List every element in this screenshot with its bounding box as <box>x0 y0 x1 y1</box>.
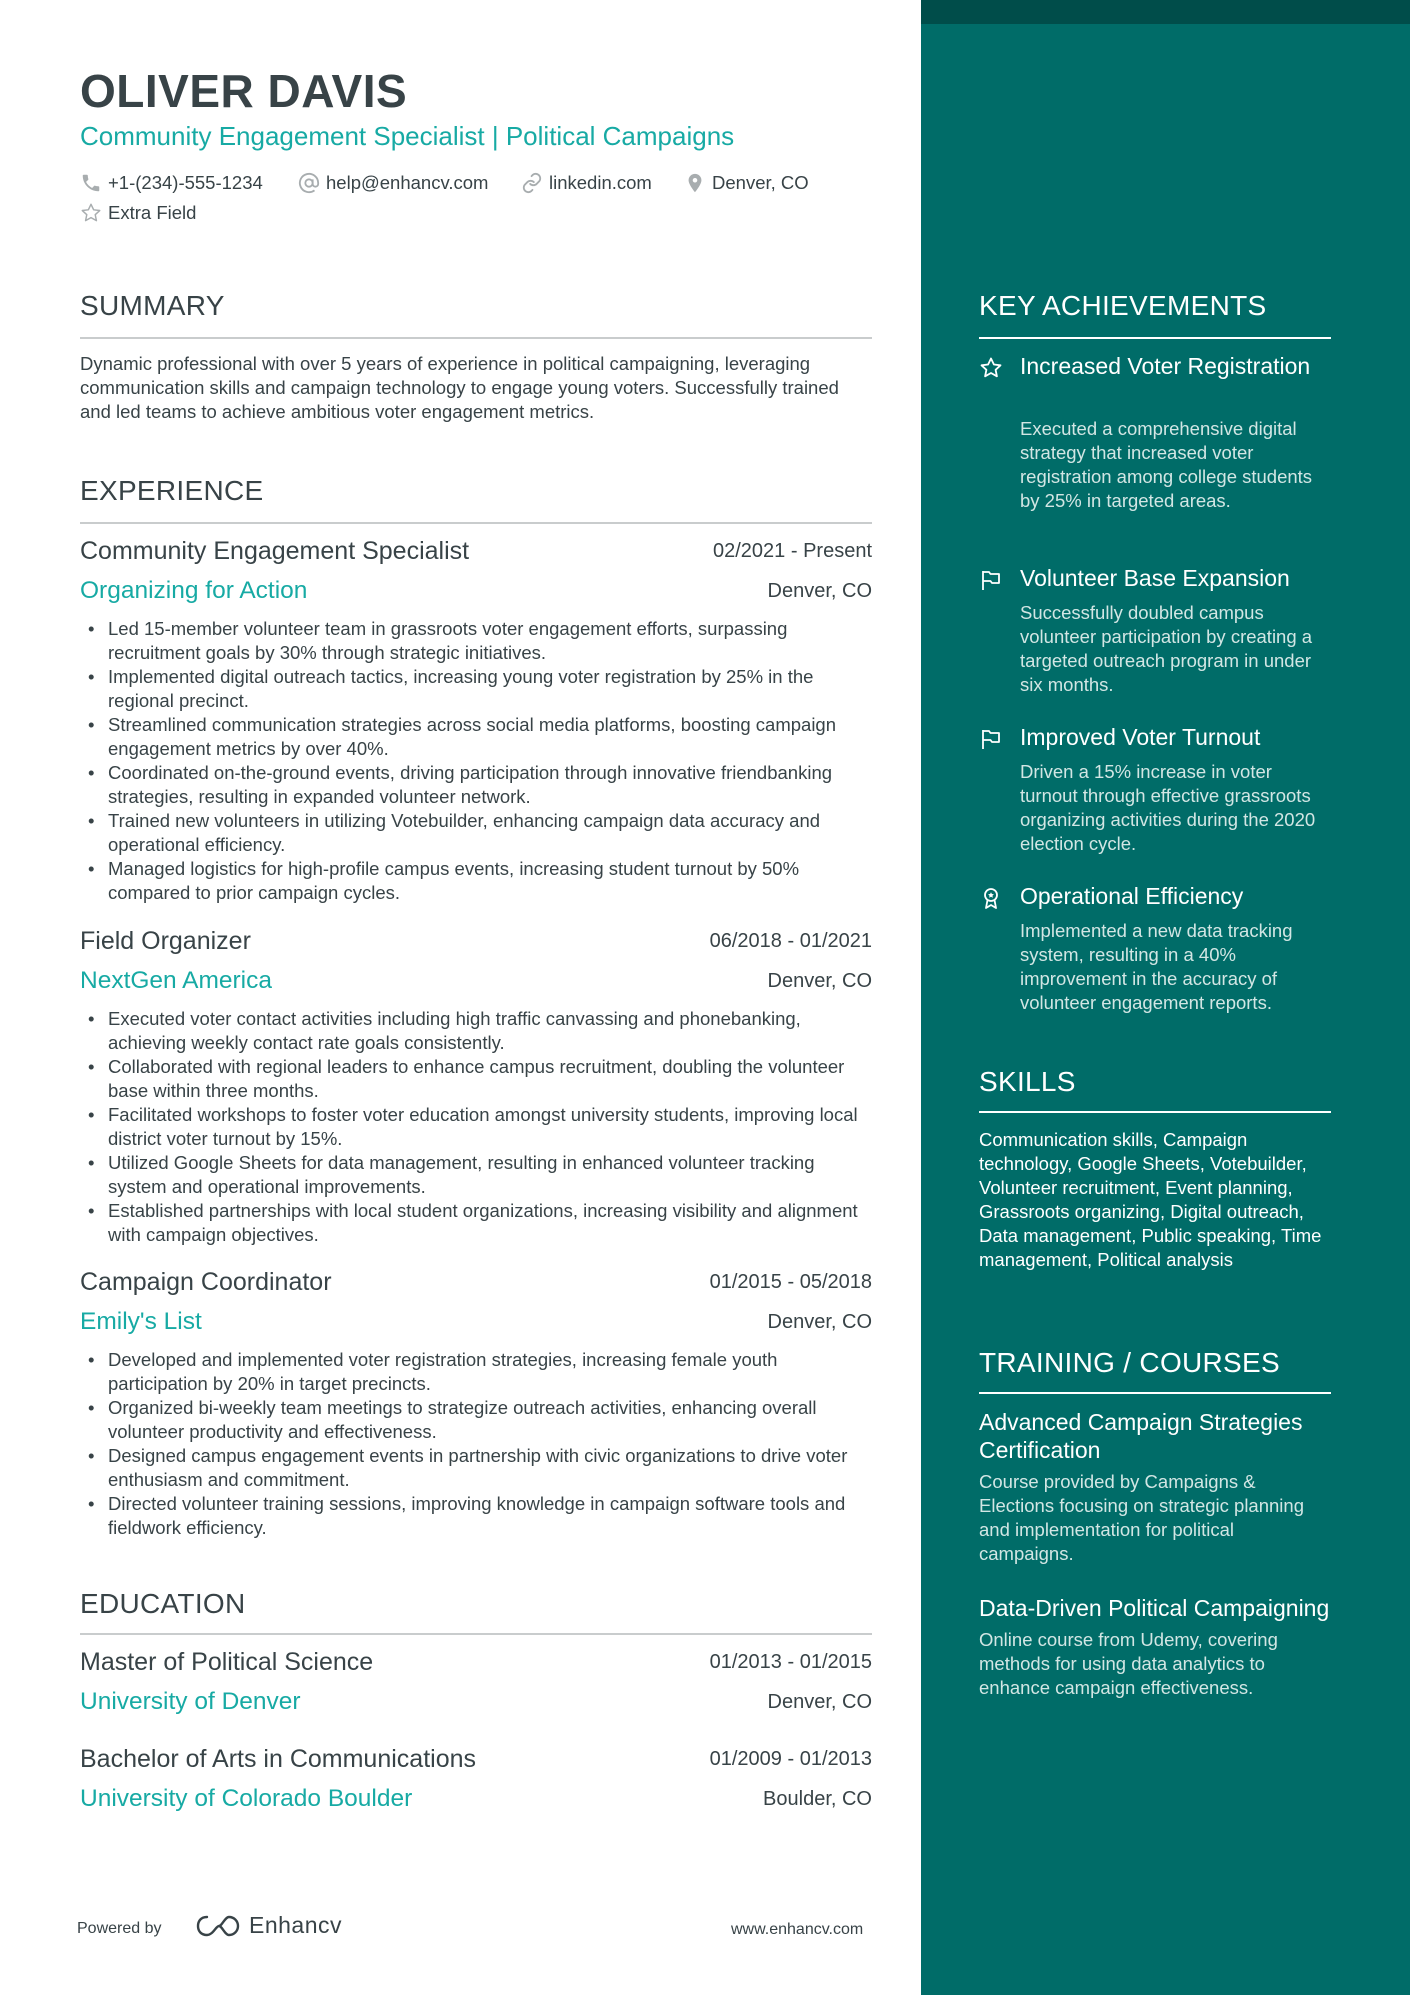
summary-title: SUMMARY <box>80 290 225 321</box>
job-title: Community Engagement Specialist <box>80 537 470 565</box>
job-bullet: • Established partnerships with local student organizations, increasing visibility and alignment with campaign objectives. <box>80 1199 872 1247</box>
job-bullet: • Utilized Google Sheets for data management, resulting in enhanced volunteer tracking system and operational improvements. <box>80 1151 872 1199</box>
job-bullet: • Executed voter contact activities including high traffic canvassing and phonebanking, achieving weekly contact rate goals consistently. <box>80 1007 872 1055</box>
course-title: Data-Driven Political Campaigning <box>979 1595 1330 1621</box>
achievement-title: Volunteer Base Expansion <box>1020 565 1290 591</box>
achievements-divider <box>979 337 1331 339</box>
job-bullet: • Organized bi-weekly team meetings to strategize outreach activities, enhancing overall volunteer productivity and effectiveness. <box>80 1396 872 1444</box>
course-desc: Online course from Udemy, covering methods for using data analytics to enhance campaign effectiveness. <box>979 1629 1278 1698</box>
job-bullets <box>80 1348 872 1540</box>
education-location: Boulder, CO <box>763 1788 872 1810</box>
job-bullet: • Directed volunteer training sessions, improving knowledge in campaign software tools and fieldwork efficiency. <box>80 1492 872 1540</box>
job-bullet: • Streamlined communication strategies across social media platforms, boosting campaign engagement metrics by over 40%. <box>80 713 872 761</box>
course-title: Advanced Campaign Strategies Certification <box>979 1409 1303 1463</box>
achievement-title: Improved Voter Turnout <box>1020 724 1261 750</box>
training-divider <box>979 1392 1331 1394</box>
education-degree: Master of Political Science <box>80 1648 374 1676</box>
job-bullets <box>80 1007 872 1247</box>
at-sign-icon <box>298 172 320 194</box>
candidate-name: OLIVER DAVIS <box>80 65 408 117</box>
education-title: EDUCATION <box>80 1588 246 1619</box>
footer-brand-logo[interactable] <box>195 1912 342 1939</box>
skills-divider <box>979 1111 1331 1113</box>
education-degree: Bachelor of Arts in Communications <box>80 1745 477 1773</box>
location-pin-icon <box>684 172 706 194</box>
contact-linkedin-text: linkedin.com <box>549 172 652 193</box>
education-school: University of Colorado Boulder <box>80 1785 413 1812</box>
education-school: University of Denver <box>80 1688 301 1715</box>
skills-text: Communication skills, Campaign technology, Google Sheets, Votebuilder, Volunteer recruitment, Event planning, Grassroots organizing, Digital outreach, Data management, Public speaking, Time management, Political analysis <box>979 1129 1322 1270</box>
star-icon <box>80 202 102 224</box>
footer-powered-by: Powered by <box>77 1920 162 1937</box>
star-icon <box>979 356 1003 380</box>
education-location: Denver, CO <box>767 1691 872 1713</box>
footer-url[interactable]: www.enhancv.com <box>731 1921 864 1938</box>
experience-divider <box>80 522 872 524</box>
contact-email-text: help@enhancv.com <box>326 172 489 193</box>
achievements-title: KEY ACHIEVEMENTS <box>979 290 1267 321</box>
flag-icon <box>979 727 1003 751</box>
achievement-desc: Executed a comprehensive digital strategy that increased voter registration among college students by 25% in targeted areas. <box>1020 418 1313 511</box>
job-bullet: • Implemented digital outreach tactics, increasing young voter registration by 25% in the regional precinct. <box>80 665 872 713</box>
experience-title: EXPERIENCE <box>80 475 264 506</box>
course-desc: Course provided by Campaigns & Elections focusing on strategic planning and implementation for political campaigns. <box>979 1471 1304 1564</box>
education-divider <box>80 1633 872 1635</box>
summary-text: Dynamic professional with over 5 years of experience in political campaigning, leveraging communication skills and campaign technology to engage young voters. Successfully trained and led teams to achieve ambitious voter engagement metrics. <box>80 353 839 422</box>
skills-title: SKILLS <box>979 1066 1076 1097</box>
job-location: Denver, CO <box>767 970 872 992</box>
job-title: Campaign Coordinator <box>80 1268 332 1296</box>
contact-phone[interactable] <box>80 172 263 194</box>
job-dates: 06/2018 - 01/2021 <box>709 930 872 952</box>
candidate-headline: Community Engagement Specialist | Political Campaigns <box>80 121 735 151</box>
job-bullet: • Designed campus engagement events in partnership with civic organizations to drive voter enthusiasm and commitment. <box>80 1444 872 1492</box>
job-location: Denver, CO <box>767 1311 872 1333</box>
contact-phone-text: +1-(234)-555-1234 <box>108 172 263 193</box>
job-company: NextGen America <box>80 967 272 994</box>
job-bullet: • Trained new volunteers in utilizing Votebuilder, enhancing campaign data accuracy and operational efficiency. <box>80 809 872 857</box>
job-bullet: • Coordinated on-the-ground events, driving participation through innovative friendbanking strategies, resulting in expanded volunteer network. <box>80 761 872 809</box>
summary-divider <box>80 337 872 339</box>
contact-location-text: Denver, CO <box>712 172 809 193</box>
job-bullet: • Facilitated workshops to foster voter education amongst university students, improving local district voter turnout by 15%. <box>80 1103 872 1151</box>
sidebar-top-bar <box>921 0 1410 24</box>
contact-extra <box>80 202 196 224</box>
job-title: Field Organizer <box>80 927 251 955</box>
job-dates: 01/2015 - 05/2018 <box>709 1271 872 1293</box>
job-location: Denver, CO <box>767 580 872 602</box>
link-icon <box>521 172 543 194</box>
course-item <box>979 1594 1331 1700</box>
flag-icon <box>979 568 1003 592</box>
job-bullet: • Managed logistics for high-profile campus events, increasing student turnout by 50% compared to prior campaign cycles. <box>80 857 872 905</box>
footer-brand-name: Enhancv <box>249 1912 343 1938</box>
contact-location <box>684 172 809 194</box>
training-title: TRAINING / COURSES <box>979 1347 1280 1378</box>
course-item <box>979 1408 1331 1566</box>
job-bullet: • Collaborated with regional leaders to enhance campus recruitment, doubling the volunteer base within three months. <box>80 1055 872 1103</box>
job-company: Organizing for Action <box>80 577 308 604</box>
contact-linkedin[interactable] <box>521 172 652 194</box>
job-company: Emily's List <box>80 1308 202 1335</box>
education-dates: 01/2013 - 01/2015 <box>709 1651 872 1673</box>
job-bullets <box>80 617 872 905</box>
job-bullet: • Developed and implemented voter registration strategies, increasing female youth participation by 20% in target precincts. <box>80 1348 872 1396</box>
phone-icon <box>80 172 102 194</box>
enhancv-logo-icon <box>195 1913 241 1939</box>
achievement-desc: Successfully doubled campus volunteer participation by creating a targeted outreach program in under six months. <box>1020 602 1313 695</box>
achievement-desc: Implemented a new data tracking system, resulting in a 40% improvement in the accuracy of volunteer engagement reports. <box>1020 920 1293 1013</box>
achievement-desc: Driven a 15% increase in voter turnout through effective grassroots organizing activities during the 2020 election cycle. <box>1020 761 1316 854</box>
contact-extra-text: Extra Field <box>108 202 197 223</box>
education-dates: 01/2009 - 01/2013 <box>709 1748 872 1770</box>
award-icon <box>979 886 1003 910</box>
achievement-title: Operational Efficiency <box>1020 883 1244 909</box>
job-bullet: • Led 15-member volunteer team in grassroots voter engagement efforts, surpassing recruitment goals by 30% through strategic initiatives. <box>80 617 872 665</box>
contact-email[interactable] <box>298 172 488 194</box>
job-dates: 02/2021 - Present <box>713 540 872 562</box>
achievement-title: Increased Voter Registration <box>1020 353 1311 379</box>
